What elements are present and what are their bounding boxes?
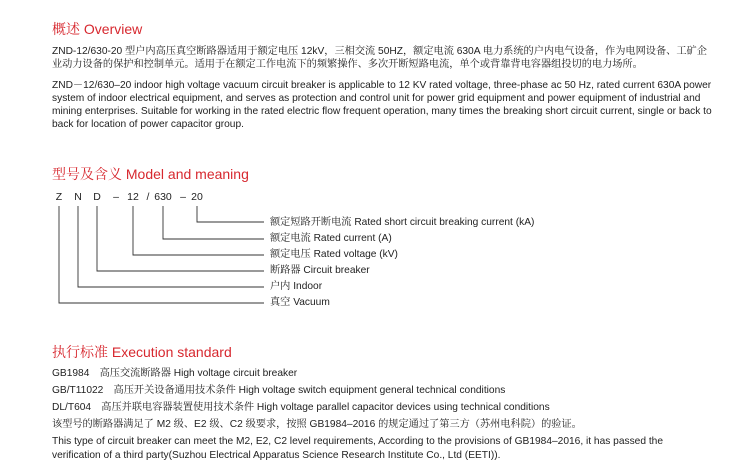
- code-n: N: [74, 191, 82, 203]
- code-dash-2: –: [180, 191, 186, 203]
- code-z: Z: [55, 191, 63, 203]
- standard-gb1984: GB1984 高压交流断路器 High voltage circuit breaker: [52, 368, 298, 379]
- meaning-vacuum: 真空 Vacuum: [270, 297, 330, 308]
- code-slash: /: [146, 191, 150, 203]
- standard-verification-cn: 该型号的断路器满足了 M2 级、E2 级、C2 级要求，按照 GB1984–2016 的规定通过了第三方（苏州电科院）的验证。: [52, 419, 582, 430]
- meaning-breaking-current: 额定短路开断电流 Rated short circuit breaking current (kA): [270, 217, 535, 228]
- code-current: 630: [154, 191, 172, 203]
- meaning-rated-voltage: 额定电压 Rated voltage (kV): [270, 249, 398, 260]
- standard-verification-en-2: verification of a third party(Suzhou Electrical Apparatus Science Research Institute Co., Ltd (EETI)).: [52, 450, 501, 461]
- standard-dlt604: DL/T604 高压并联电容器装置使用技术条件 High voltage parallel capacitor devices using technical conditions: [52, 402, 550, 413]
- code-voltage: 12: [127, 191, 139, 203]
- overview-chinese-text: ZND-12/630-20 型户内高压真空断路器适用于额定电压 12kV，三相交流 50HZ，额定电流 630A 电力系统的户内电气设备，作为电网设备、工矿企业动力设备的保护和控制单元。适用于在额定工作电流下的频繁操作、多次开断短路电流，单个或背靠背电容器组投切的电力场所。: [52, 46, 707, 70]
- code-breaking-current: 20: [191, 191, 203, 203]
- standard-gbt11022: GB/T11022 高压开关设备通用技术条件 High voltage switch equipment general technical conditions: [52, 385, 506, 396]
- model-title: 型号及含义 Model and meaning: [52, 166, 249, 182]
- overview-english-text: ZND－12/630–20 indoor high voltage vacuum circuit breaker is applicable to 12 KV rated voltage, three-phase ac 50 Hz, rated current 630A power system of indoor electrical equipment, and serves as protection and control unit for power grid equipment and power equipment of industrial and mining enterprises. Suitable for working in the rated electric flow frequent operation, many times the breaking short circuit current, single or back to back for location of power capacitor group.: [52, 80, 712, 130]
- standard-verification-en-1: This type of circuit breaker can meet the M2, E2, C2 level requirements, According to the provisions of GB1984–2016, it has passed the: [52, 436, 664, 447]
- overview-title: 概述 Overview: [52, 21, 143, 37]
- meaning-circuit-breaker: 断路器 Circuit breaker: [270, 265, 370, 276]
- code-dash-1: –: [113, 191, 119, 203]
- standards-title: 执行标准 Execution standard: [52, 344, 232, 360]
- meaning-rated-current: 额定电流 Rated current (A): [270, 233, 392, 244]
- code-d: D: [93, 191, 101, 203]
- meaning-indoor: 户内 Indoor: [270, 281, 323, 292]
